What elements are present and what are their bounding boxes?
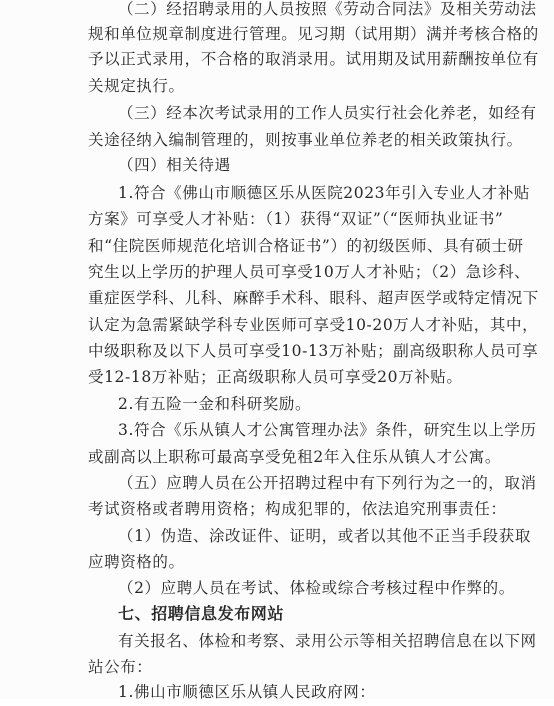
paragraph-line: 方案》可享受人才补贴：（1）获得“双证”（“医师执业证书” <box>88 210 504 228</box>
paragraph-line: 3.符合《乐从镇人才公寓管理办法》条件，研究生以上学历 <box>118 421 537 439</box>
paragraph-line: 应聘资格的。 <box>88 553 185 571</box>
paragraph-line: 受12-18万补贴；正高级职称人员可享受20万补贴。 <box>88 368 463 386</box>
section-subheading: （四）相关待遇 <box>118 156 231 174</box>
paragraph-line: （2）应聘人员在考试、体检或综合考核过程中作弊的。 <box>118 579 515 597</box>
paragraph-line: 或副高以上职称可最高享受免租2年入住乐从镇人才公寓。 <box>88 448 501 466</box>
paragraph-line: （三）经本次考试录用的工作人员实行社会化养老，如经有 <box>118 104 537 122</box>
paragraph-line: 认定为急需紧缺学科专业医师可享受10-20万人才补贴，其中， <box>88 316 539 334</box>
paragraph-line: 有关报名、体检和考察、录用公示等相关招聘信息在以下网 <box>118 632 537 650</box>
paragraph-line: 考试资格或者聘用资格；构成犯罪的，依法追究刑事责任： <box>88 500 507 518</box>
paragraph-line: （二）经招聘录用的人员按照《劳动合同法》及相关劳动法 <box>118 0 537 18</box>
section-heading: 七、招聘信息发布网站 <box>118 604 285 623</box>
paragraph-line: 和“住院医师规范化培训合格证书”）的初级医师、具有硕士研 <box>88 237 524 255</box>
paragraph-line: 予以正式录用，不合格的取消录用。试用期及试用薪酬按单位有 <box>88 50 539 68</box>
paragraph-line: （五）应聘人员在公开招聘过程中有下列行为之一的，取消 <box>118 474 537 492</box>
paragraph-line: 中级职称及以下人员可享受10-13万补贴；副高级职称人员可享 <box>88 342 539 360</box>
paragraph-line: 站公布： <box>88 658 153 676</box>
paragraph-line: 关途径纳入编制管理的，则按事业单位养老的相关政策执行。 <box>88 131 523 149</box>
paragraph-line: 2.有五险一金和科研奖励。 <box>118 395 312 413</box>
paragraph-line: （1）伪造、涂改证件、证明，或者以其他不正当手段获取 <box>118 527 531 545</box>
paragraph-line: 究生以上学历的护理人员可享受10万人才补贴；（2）急诊科、 <box>88 263 531 281</box>
paragraph-line: 1.佛山市顺德区乐从镇人民政府网： <box>118 683 376 701</box>
paragraph-line: 重症医学科、儿科、麻醉手术科、眼科、超声医学或特定情况下 <box>88 289 539 307</box>
paragraph-line: 1.符合《佛山市顺德区乐从医院2023年引入专业人才补贴 <box>118 184 531 202</box>
paragraph-line: 规和单位规章制度进行管理。见习期（试用期）满并考核合格的 <box>88 25 539 43</box>
paragraph-line: 关规定执行。 <box>88 77 185 95</box>
